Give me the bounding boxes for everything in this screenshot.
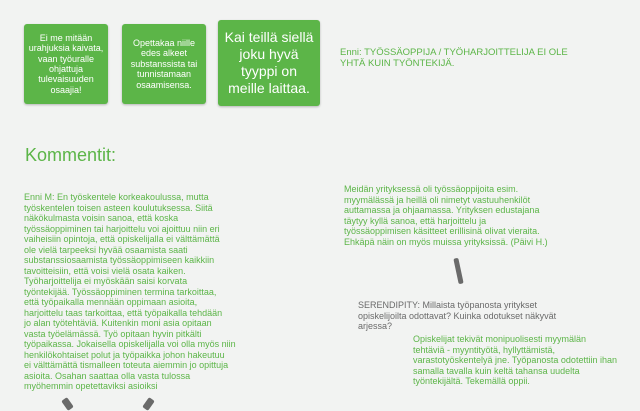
comment-serendipity-question: SERENDIPITY: Millaista työpanosta yritykset opiskelijoilta odottavat? Kuinka odotukset näkyvät arjessa? (358, 300, 557, 332)
comments-heading: Kommentit: (25, 145, 117, 165)
sticky-note-2[interactable] (122, 24, 206, 104)
comment-meidan-yrityksessa: Meidän yrityksessä oli työssäoppijoita esim. myymälässä ja heillä oli nimetyt vastuuhenkilöt auttamassa ja ohjaamassa. Yrityksen edustajana täytyy kyllä sanoa, että harjoittelu ja työssäoppimisen käsitteet erillisinä olivat vieraita. Ehkäpä näin on myös muissa yrityksissä. (Päivi H.) (344, 184, 548, 247)
comment-enni-m: Enni M: En työskentele korkeakoulussa, mutta työskentelen toisen asteen koulutuksessa. Siitä näkökulmasta voisin sanoa, että koska työssäoppiminen tai harjoittelu voi ajoittuu niin eri vaiheisiin opintoja, että opiskelijalla ei välttämättä ole vielä tarpeeksi hyvää osaamista saati substanssiosaamista työssäoppimiseen kaikkiin tavoitteisiin, että voisi vielä osata kaiken. Työharjoittelija ei myöskään saisi korvata työntekijää. Työssäoppiminen termina tarkoittaa, että työpaikalla mennään oppimaan asioita, harjoittelu taas tarkoittaa, että työpaikalla tehdään jo alan työtehtäviä. Kuitenkin moni asia opitaan vasta työelämässä. Työ opitaan hyvin pitkälti työpaikassa. Jokaisella opiskelijalla voi olla myös niin henkilökohtaiset polut ja työpaikka johon hakeutuu ei välttämättä tismalleen toteuta aiemmin jo opittuja asioita. Osahan saattaa olla vasta tulossa myöhemmin opetettaviksi asioiksi (24, 192, 236, 392)
sticky-note-1-text: Ei me mitään urahjuksia kaivata, vaan työuralle ohjattuja tulevaisuuden osaajia! (28, 32, 104, 95)
sticky-note-3[interactable] (218, 20, 320, 106)
connector-line (453, 258, 463, 284)
comment-opiskelijat: Opiskelijat tekivät monipuolisesti myymälän tehtäviä - myyntityötä, hyllyttämistä, varastotyöskentelyä jne. Työpanosta odotettiin ihan samalla tavalla kuin keltä tahansa uudelta työntekijältä. Tekemällä oppii. (413, 334, 617, 387)
sticky-note-1[interactable] (24, 24, 108, 104)
connector-line-left (61, 397, 74, 411)
sticky-note-3-text: Kai teillä siellä joku hyvä tyyppi on meille laittaa. (224, 29, 314, 96)
enni-statement: Enni: TYÖSSÄOPPIJA / TYÖHARJOITTELIJA EI OLE YHTÄ KUIN TYÖNTEKIJÄ. (340, 47, 568, 70)
connector-line-right (142, 397, 155, 411)
sticky-note-2-text: Opettakaa niille edes alkeet substanssista tai tunnistamaan osaamisensa. (130, 38, 198, 90)
